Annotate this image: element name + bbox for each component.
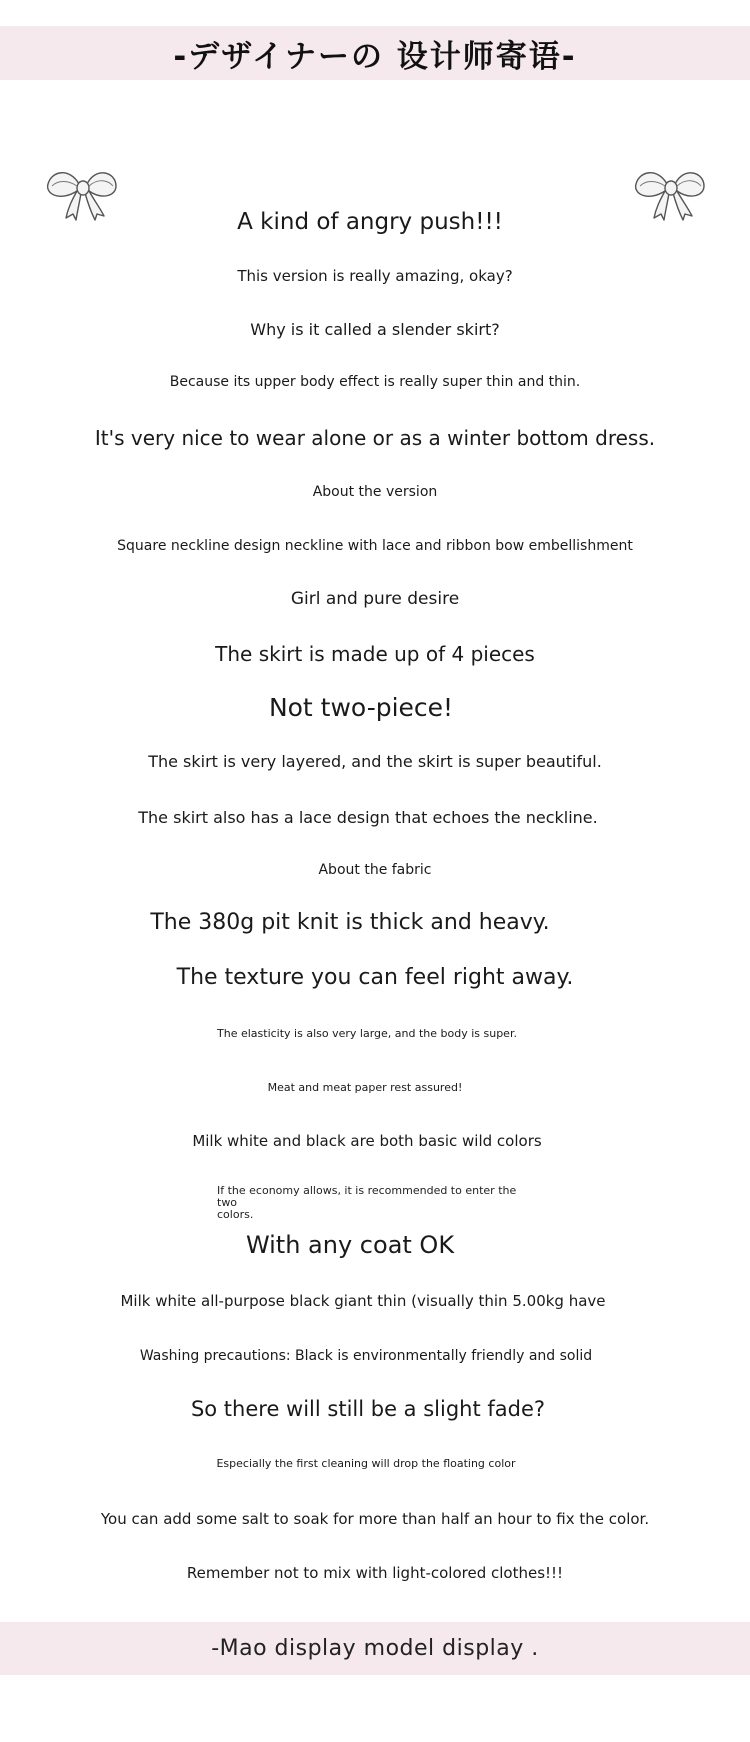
message-line: The texture you can feel right away. [176, 965, 574, 990]
economy-note-line: If the economy allows, it is recommended to enter the two [217, 1184, 517, 1209]
message-line: The 380g pit knit is thick and heavy. [150, 910, 550, 935]
footer-band [0, 1622, 750, 1675]
message-line: So there will still be a slight fade? [190, 1397, 546, 1421]
message-line: The skirt is very layered, and the skirt is super beautiful. [148, 752, 602, 771]
message-line: You can add some salt to soak for more than half an hour to fix the color. [100, 1510, 650, 1528]
message-line: Milk white and black are both basic wild colors [192, 1132, 542, 1150]
message-line: Square neckline design neckline with lace and ribbon bow embellishment [117, 538, 633, 554]
model-display-title: -Mao display model display . [211, 1636, 539, 1661]
message-line: The skirt also has a lace design that echoes the neckline. [138, 808, 598, 827]
message-line: Washing precautions: Black is environmentally friendly and solid [139, 1348, 593, 1364]
header-band [0, 26, 750, 80]
message-line: A kind of angry push!!! [237, 209, 503, 235]
economy-note-line: colors. [217, 1208, 254, 1221]
designer-message-title: -デザイナーの 设计师寄语- [173, 38, 577, 75]
message-line: This version is really amazing, okay? [237, 267, 513, 285]
message-line: Remember not to mix with light-colored clothes!!! [186, 1564, 564, 1582]
message-line: The skirt is made up of 4 pieces [215, 642, 535, 666]
message-line: Meat and meat paper rest assured! [267, 1081, 463, 1094]
message-line: It's very nice to wear alone or as a winter bottom dress. [94, 426, 656, 450]
message-line: Milk white all-purpose black giant thin (visually thin 5.00kg have [120, 1292, 606, 1310]
message-line: The elasticity is also very large, and the body is super. [217, 1027, 517, 1040]
message-line: About the version [312, 484, 438, 500]
message-line: Not two-piece! [268, 693, 454, 722]
message-line: Girl and pure desire [290, 589, 460, 609]
message-line: Because its upper body effect is really super thin and thin. [169, 374, 581, 390]
message-line: Why is it called a slender skirt? [250, 320, 500, 339]
message-line: About the fabric [318, 862, 432, 878]
message-line: Especially the first cleaning will drop the floating color [216, 1457, 516, 1470]
message-line: With any coat OK [245, 1231, 455, 1259]
economy-note [217, 1185, 527, 1221]
